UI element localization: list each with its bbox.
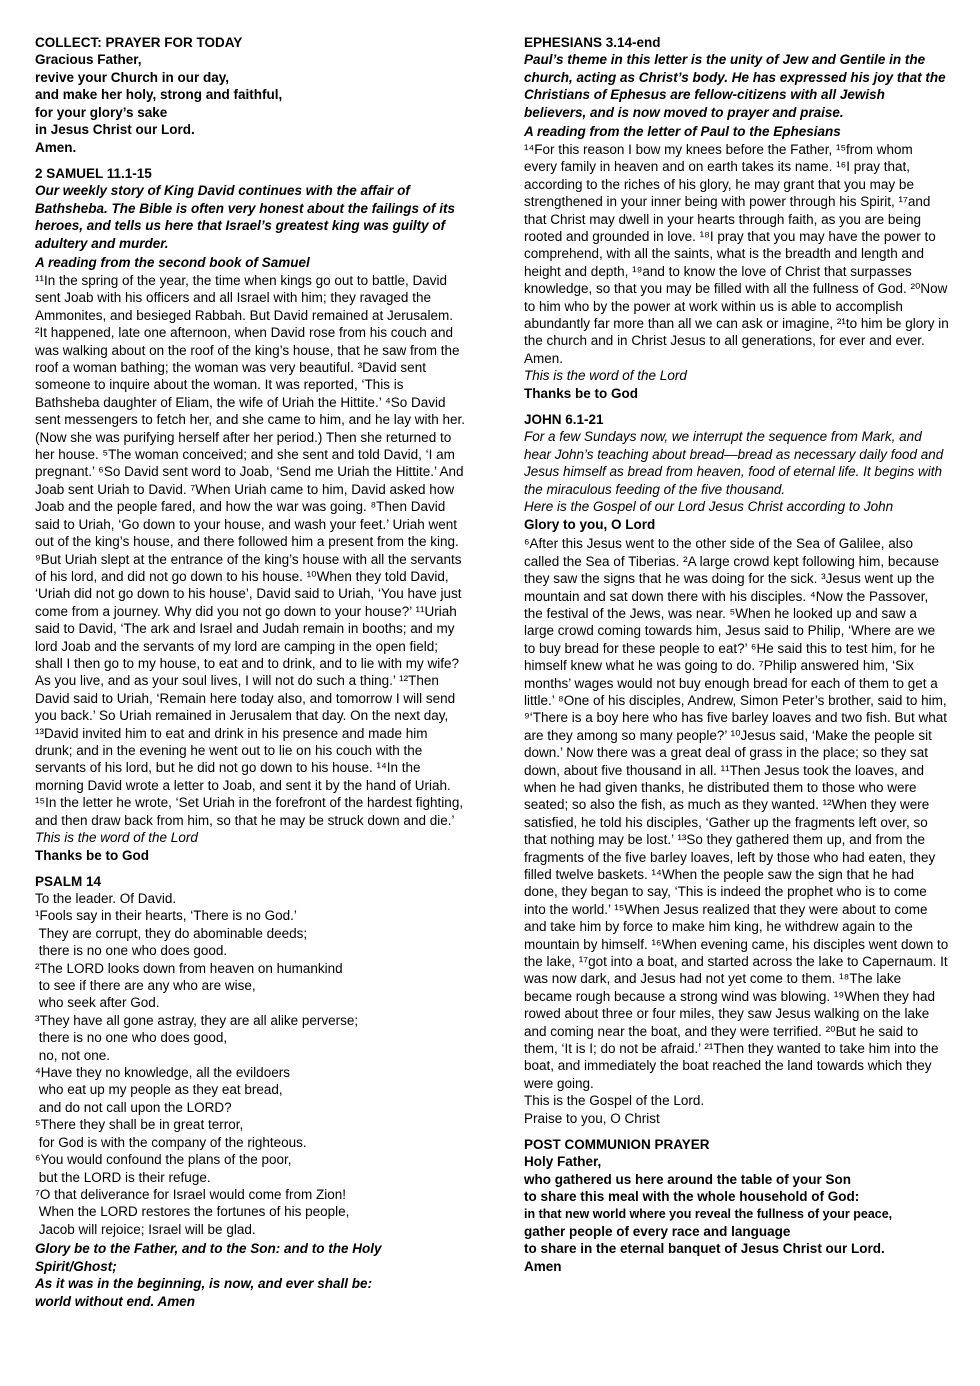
ephesians-title: EPHESIANS 3.14-end <box>524 35 661 50</box>
ephesians-closing: This is the word of the Lord <box>524 368 687 384</box>
john-response-2: Praise to you, O Christ <box>524 1110 660 1126</box>
john-title: JOHN 6.1-21 <box>524 412 604 428</box>
psalm-line: ⁴Have they no knowledge, all the evildoers <box>35 1065 290 1081</box>
psalm-line: To the leader. Of David. <box>35 891 177 906</box>
psalm-line: When the LORD restores the fortunes of his people, <box>35 1204 350 1220</box>
collect-title: COLLECT: PRAYER FOR TODAY <box>35 35 243 50</box>
john-intro: For a few Sundays now, we interrupt the sequence from Mark, and hear John’s teaching about bread—bread as necessary daily food and Jesus himself as bread from heaven, food of eternal life. It begins with the miraculous feeding of the five thousand. <box>524 429 944 497</box>
psalm-line: ²The LORD looks down from heaven on humankind <box>35 960 343 976</box>
psalm-title: PSALM 14 <box>35 874 102 889</box>
samuel-response: Thanks be to God <box>35 847 150 863</box>
psalm-line: there is no one who does good, <box>35 1030 228 1046</box>
psalm-line: there is no one who does good. <box>35 943 228 959</box>
ephesians-heading: A reading from the letter of Paul to the Ephesians <box>524 124 841 139</box>
psalm-line: for God is with the company of the righteous. <box>35 1134 307 1150</box>
postcommunion-line: gather people of every race and language <box>524 1223 791 1239</box>
postcommunion-line: Amen <box>524 1258 562 1274</box>
john-section <box>524 411 949 1127</box>
postcommunion-line: Holy Father, <box>524 1154 602 1170</box>
postcommunion-line: in that new world where you reveal the fullness of your peace, <box>524 1206 893 1221</box>
gloria-line: Glory be to the Father, and to the Son: and to the Holy Spirit/Ghost; <box>35 1241 382 1274</box>
samuel-section <box>35 165 465 864</box>
psalm-line: who eat up my people as they eat bread, <box>35 1082 283 1098</box>
psalm-line: ³They have all gone astray, they are all alike perverse; <box>35 1012 359 1028</box>
postcommunion-line: to share in the eternal banquet of Jesus Christ our Lord. <box>524 1241 885 1257</box>
ephesians-text: ¹⁴For this reason I bow my knees before the Father, ¹⁵from whom every family in heaven and on earth takes its name. ¹⁶I pray that, according to the riches of his glory, he may grant that you may be strengthened in your inner being with power through his Spirit, ¹⁷and that Christ may dwell in your hearts through faith, as you are being rooted and grounded in love. ¹⁸I pray that you may have the power to comprehend, with all the saints, what is the breadth and length and height and depth, ¹⁹and to know the love of Christ that surpasses knowledge, so that you may be filled with all the fullness of God. ²⁰Now to him who by the power at work within us is able to accomplish abundantly far more than all we can ask or imagine, ²¹to him be glory in the church and in Christ Jesus to all generations, for ever and ever. Amen. <box>524 142 949 366</box>
right-column <box>524 34 949 1275</box>
collect-line: Amen. <box>35 139 77 155</box>
postcommunion-line: to share this meal with the whole household of God: <box>524 1189 860 1205</box>
ephesians-section <box>524 34 949 402</box>
postcommunion-line: who gathered us here around the table of your Son <box>524 1171 852 1187</box>
collect-line: and make her holy, strong and faithful, <box>35 87 283 102</box>
samuel-closing: This is the word of the Lord <box>35 830 198 845</box>
psalm-line: ⁷O that deliverance for Israel would come from Zion! <box>35 1186 347 1202</box>
john-text: ⁶After this Jesus went to the other side of the Sea of Galilee, also called the Sea of Tiberias. ²A large crowd kept following him, because they saw the signs that he was doing for the sick. ³Jesus went up the mountain and sat down there with his disciples. ⁴Now the Passover, the festival of the Jews, was near. ⁵When he looked up and saw a large crowd coming towards him, Jesus said to Philip, ‘Where are we to buy bread for these people to eat?’ ⁶He said this to test him, for he himself knew what he was going to do. ⁷Philip answered him, ‘Six months’ wages would not buy enough bread for each of them to get a little.’ ⁸One of his disciples, Andrew, Simon Peter’s brother, said to him, ⁹‘There is a boy here who has five barley loaves and two fish. But what are they among so many people?’ ¹⁰Jesus said, ‘Make the people sit down.’ Now there was a great deal of grass in the place; so they sat down, about five thousand in all. ¹¹Then Jesus took the loaves, and when he had given thanks, he distributed them to those who were seated; so also the fish, as much as they wanted. ¹²When they were satisfied, he told his disciples, ‘Gather up the fragments left over, so that nothing may be lost.’ ¹³So they gathered them up, and from the fragments of the five barley loaves, left by those who had eaten, they filled twelve baskets. ¹⁴When the people saw the sign that he had done, they began to say, ‘This is indeed the prophet who is to come into the world.’ ¹⁵When Jesus realized that they were about to come and take him by force to make him king, he withdrew again to the mountain by himself. ¹⁶When evening came, his disciples went down to the lake, ¹⁷got into a boat, and started across the lake to Capernaum. It was now dark, and Jesus had not yet come to them. ¹⁸The lake became rough because a strong wind was blowing. ¹⁹When they had rowed about three or four miles, they saw Jesus walking on the lake and coming near the boat, and they were terrified. ²⁰But he said to them, ‘It is I; do not be afraid.’ ²¹Then they wanted to take him into the boat, and immediately the boat reached the land towards which they were going. <box>524 536 949 1091</box>
psalm-line: ⁵There they shall be in great terror, <box>35 1117 244 1133</box>
psalm-line: and do not call upon the LORD? <box>35 1099 232 1115</box>
psalm-line: ⁶You would confound the plans of the poor, <box>35 1152 292 1168</box>
gloria-line: As it was in the beginning, is now, and ever shall be: <box>35 1276 373 1292</box>
left-column <box>35 34 465 1310</box>
collect-line: for your glory’s sake <box>35 104 168 120</box>
samuel-text: ¹¹In the spring of the year, the time when kings go out to battle, David sent Joab with his officers and all Israel with him; they ravaged the Ammonites, and besieged Rabbah. But David remained at Jerusalem. ²It happened, late one afternoon, when David rose from his couch and was walking about on the roof of the king’s house, that he saw from the roof a woman bathing; the woman was very beautiful. ³David sent someone to inquire about the woman. It was reported, ‘This is Bathsheba daughter of Eliam, the wife of Uriah the Hittite.’ ⁴So David sent messengers to fetch her, and she came to him, and he lay with her. (Now she was purifying herself after her period.) Then she returned to her house. ⁵The woman conceived; and she sent and told David, ‘I am pregnant.’ ⁶So David sent word to Joab, ‘Send me Uriah the Hittite.’ And Joab sent Uriah to David. ⁷When Uriah came to him, David asked how Joab and the people fared, and how the war was going. ⁸Then David said to Uriah, ‘Go down to your house, and wash your feet.’ Uriah went out of the king’s house, and there followed him a present from the king. ⁹But Uriah slept at the entrance of the king’s house with all the servants of his lord, and did not go down to his house. ¹⁰When they told David, ‘Uriah did not go down to his house’, David said to Uriah, ‘You have just come from a journey. Why did you not go down to your house?’ ¹¹Uriah said to David, ‘The ark and Israel and Judah remain in booths; and my lord Joab and the servants of my lord are camping in the open field; shall I then go to my house, to eat and to drink, and to lie with my wife? As you live, and as your soul lives, I will not do such a thing.’ ¹²Then David said to Uriah, ‘Remain here today also, and tomorrow I will send you back.’ So Uriah remained in Jerusalem that day. On the next day, ¹³David invited him to eat and drink in his presence and made him drunk; and in the evening he went out to lie on his couch with the servants of his lord, but he did not go down to his house. ¹⁴In the morning David wrote a letter to Joab, and sent it by the hand of Uriah. ¹⁵In the letter he wrote, ‘Set Uriah in the forefront of the hardest fighting, and then draw back from him, so that he may be struck down and die.’ <box>35 273 465 828</box>
psalm-line: They are corrupt, they do abominable deeds; <box>35 925 308 941</box>
collect-section <box>35 34 465 156</box>
collect-line: revive your Church in our day, <box>35 69 230 85</box>
ephesians-response: Thanks be to God <box>524 385 639 401</box>
john-heading: Here is the Gospel of our Lord Jesus Christ according to John <box>524 499 894 515</box>
samuel-heading: A reading from the second book of Samuel <box>35 255 310 270</box>
gloria-line: world without end. Amen <box>35 1293 195 1309</box>
collect-line: in Jesus Christ our Lord. <box>35 122 195 137</box>
psalm-line: Jacob will rejoice; Israel will be glad. <box>35 1221 256 1237</box>
psalm-section <box>35 873 465 1310</box>
postcommunion-section <box>524 1136 949 1275</box>
psalm-line: who seek after God. <box>35 995 160 1011</box>
ephesians-intro: Paul’s theme in this letter is the unity of Jew and Gentile in the church, acting as Christ’s body. He has expressed his joy that the Christians of Ephesus are fellow-citizens with all Jewish believers, and is now moved to prayer and praise. <box>524 52 946 120</box>
postcommunion-title: POST COMMUNION PRAYER <box>524 1137 710 1153</box>
psalm-line: to see if there are any who are wise, <box>35 978 256 994</box>
psalm-line: no, not one. <box>35 1047 111 1063</box>
psalm-line: but the LORD is their refuge. <box>35 1169 211 1185</box>
psalm-line: ¹Fools say in their hearts, ‘There is no God.’ <box>35 908 297 924</box>
collect-line: Gracious Father, <box>35 52 142 67</box>
samuel-title: 2 SAMUEL 11.1-15 <box>35 166 152 181</box>
samuel-intro: Our weekly story of King David continues with the affair of Bathsheba. The Bible is often very honest about the failings of its heroes, and tells us here that Israel’s greatest king was guilty of adultery and murder. <box>35 183 456 251</box>
john-closing: This is the Gospel of the Lord. <box>524 1093 705 1109</box>
john-response-1: Glory to you, O Lord <box>524 516 656 532</box>
